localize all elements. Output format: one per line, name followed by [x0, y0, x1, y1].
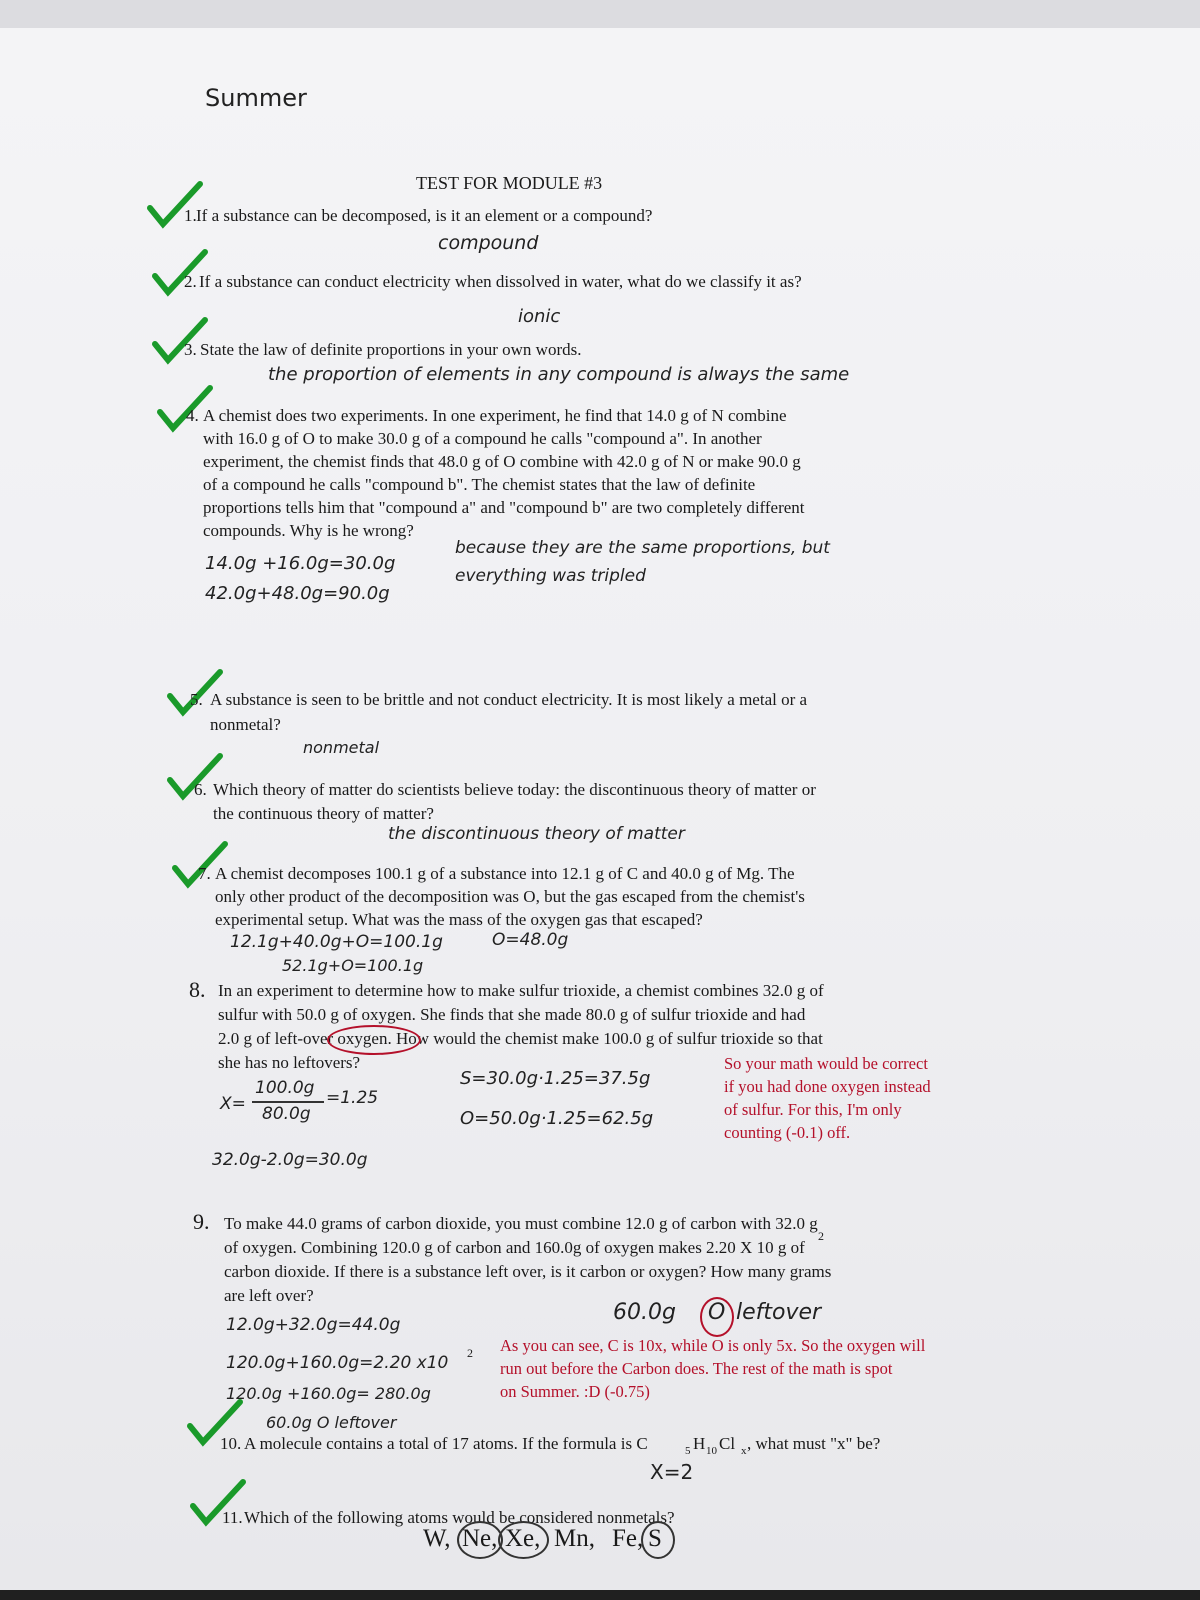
subscript: 10 [706, 1445, 717, 1457]
question-2-text: If a substance can conduct electricity when dissolved in water, what do we classify it as? [199, 272, 802, 291]
choice-circle [498, 1521, 549, 1559]
question-8-work: 32.0g-2.0g=30.0g [212, 1150, 368, 1170]
question-2-answer: ionic [518, 306, 561, 327]
question-4-answer: because they are the same proportions, but [455, 538, 830, 558]
choice-circle [457, 1521, 503, 1559]
question-11-number: 11. [222, 1508, 243, 1527]
subscript: x [741, 1445, 747, 1457]
choice-circled: Xe, [505, 1525, 541, 1552]
question-4-line: A chemist does two experiments. In one experiment, he find that 14.0 g of N combine [203, 406, 787, 425]
grader-feedback: on Summer. :D (-0.75) [500, 1382, 650, 1401]
question-8-work: O=50.0g·1.25=62.5g [460, 1108, 654, 1129]
question-9-answer: leftover [736, 1300, 822, 1325]
grader-feedback: of sulfur. For this, I'm only [724, 1100, 902, 1119]
question-8-work: =1.25 [326, 1088, 379, 1108]
question-8-line: sulfur with 50.0 g of oxygen. She finds that she made 80.0 g of sulfur trioxide and had [218, 1005, 806, 1024]
question-9-number: 9. [193, 1209, 210, 1234]
question-9-line: are left over? [224, 1286, 314, 1305]
page-top-edge [0, 0, 1200, 28]
question-5-answer: nonmetal [303, 738, 380, 757]
question-11-line: Which of the following atoms would be considered nonmetals? [244, 1508, 675, 1527]
question-7-work: O=48.0g [492, 930, 569, 950]
question-4-work: 42.0g+48.0g=90.0g [205, 583, 390, 604]
question-3-text: State the law of definite proportions in your own words. [200, 340, 582, 359]
question-8-number: 8. [189, 977, 206, 1002]
grader-feedback: counting (-0.1) off. [724, 1123, 851, 1142]
question-9-line: carbon dioxide. If there is a substance left over, is it carbon or oxygen? How many grams [224, 1262, 832, 1281]
question-7-line: A chemist decomposes 100.1 g of a substance into 12.1 g of C and 40.0 g of Mg. The [215, 864, 795, 883]
question-10-answer: X=2 [650, 1460, 694, 1484]
choice: Mn, [554, 1525, 595, 1552]
question-10-line: H [693, 1434, 706, 1453]
fraction-bar [252, 1101, 324, 1103]
test-title: TEST FOR MODULE #3 [416, 173, 603, 193]
question-8-work: 80.0g [262, 1104, 311, 1124]
question-7-number: 7. [198, 864, 211, 883]
grader-feedback: So your math would be correct [724, 1054, 928, 1073]
question-1-answer: compound [438, 232, 539, 254]
question-7-work: 12.1g+40.0g+O=100.1g [230, 932, 443, 952]
choice-circled: Ne, [462, 1525, 498, 1552]
oxygen-circle [327, 1025, 421, 1055]
question-4-answer: everything was tripled [455, 566, 646, 586]
question-2-number: 2. [184, 272, 197, 291]
question-4-number: 4. [186, 406, 199, 425]
choice: W, [423, 1525, 451, 1552]
question-8-line: 2.0 g of left-over oxygen. How would the chemist make 100.0 g of sulfur trioxide so that [218, 1029, 823, 1048]
question-9-work: 12.0g+32.0g=44.0g [226, 1315, 401, 1335]
question-8-work: S=30.0g·1.25=37.5g [460, 1068, 651, 1089]
question-1-text: If a substance can be decomposed, is it an element or a compound? [196, 206, 653, 225]
question-9-work: 60.0g O leftover [266, 1413, 397, 1432]
question-9-work: 120.0g+160.0g=2.20 x10 [226, 1353, 449, 1373]
question-6-line: Which theory of matter do scientists believe today: the discontinuous theory of matter or [213, 780, 816, 799]
question-4-line: with 16.0 g of O to make 30.0 g of a compound he calls "compound a". In another [203, 429, 762, 448]
question-4-line: proportions tells him that "compound a" and "compound b" are two completely different [203, 498, 805, 517]
question-10-number: 10. [220, 1434, 242, 1453]
question-7-work: 52.1g+O=100.1g [282, 956, 424, 975]
question-10-line: , what must "x" be? [747, 1434, 881, 1453]
question-10-line: Cl [719, 1434, 736, 1453]
choice: Fe, [612, 1525, 644, 1552]
question-8-line: In an experiment to determine how to make sulfur trioxide, a chemist combines 32.0 g of [218, 981, 824, 1000]
question-10-line: A molecule contains a total of 17 atoms. If the formula is C [244, 1434, 648, 1453]
question-1-number: 1. [184, 206, 197, 225]
question-3-number: 3. [184, 340, 197, 359]
question-5-line: nonmetal? [210, 715, 281, 734]
subscript: 5 [685, 1445, 691, 1457]
question-6-answer: the discontinuous theory of matter [388, 824, 685, 844]
question-5-line: A substance is seen to be brittle and not conduct electricity. It is most likely a metal or a [210, 690, 808, 709]
question-7-line: only other product of the decomposition was O, but the gas escaped from the chemist's [215, 887, 805, 906]
question-4-line: experiment, the chemist finds that 48.0 g of O combine with 42.0 g of N or make 90.0 g [203, 452, 801, 471]
choice-circled: S [648, 1525, 662, 1552]
question-4-work: 14.0g +16.0g=30.0g [205, 553, 396, 574]
question-5-number: 5. [190, 690, 203, 709]
question-4-line: of a compound he calls "compound b". The chemist states that the law of definite [203, 475, 756, 494]
question-8-work: 100.0g [255, 1078, 315, 1098]
question-6-number: 6. [194, 780, 207, 799]
question-8-line: she has no leftovers? [218, 1053, 361, 1072]
question-8-work: X= [220, 1094, 246, 1114]
grader-feedback: if you had done oxygen instead [724, 1077, 931, 1096]
student-name: Summer [205, 84, 307, 112]
superscript: 2 [818, 1229, 824, 1243]
choice-circle [641, 1521, 675, 1559]
grader-feedback: run out before the Carbon does. The rest of the math is spot [500, 1359, 893, 1378]
question-9-line: of oxygen. Combining 120.0 g of carbon and 160.0g of oxygen makes 2.20 X 10 g of [224, 1238, 805, 1257]
question-3-answer: the proportion of elements in any compound is always the same [268, 364, 850, 385]
background-floor [0, 1590, 1200, 1600]
question-7-line: experimental setup. What was the mass of the oxygen gas that escaped? [215, 910, 703, 929]
question-9-answer: 60.0g [613, 1300, 676, 1325]
superscript: 2 [467, 1346, 473, 1360]
question-9-work: 120.0g +160.0g= 280.0g [226, 1384, 431, 1403]
question-6-line: the continuous theory of matter? [213, 804, 434, 823]
question-4-line: compounds. Why is he wrong? [203, 521, 414, 540]
question-9-line: To make 44.0 grams of carbon dioxide, you must combine 12.0 g of carbon with 32.0 g [224, 1214, 818, 1233]
grader-feedback: As you can see, C is 10x, while O is only 5x. So the oxygen will [500, 1336, 926, 1355]
question-9-answer: O [708, 1300, 726, 1325]
